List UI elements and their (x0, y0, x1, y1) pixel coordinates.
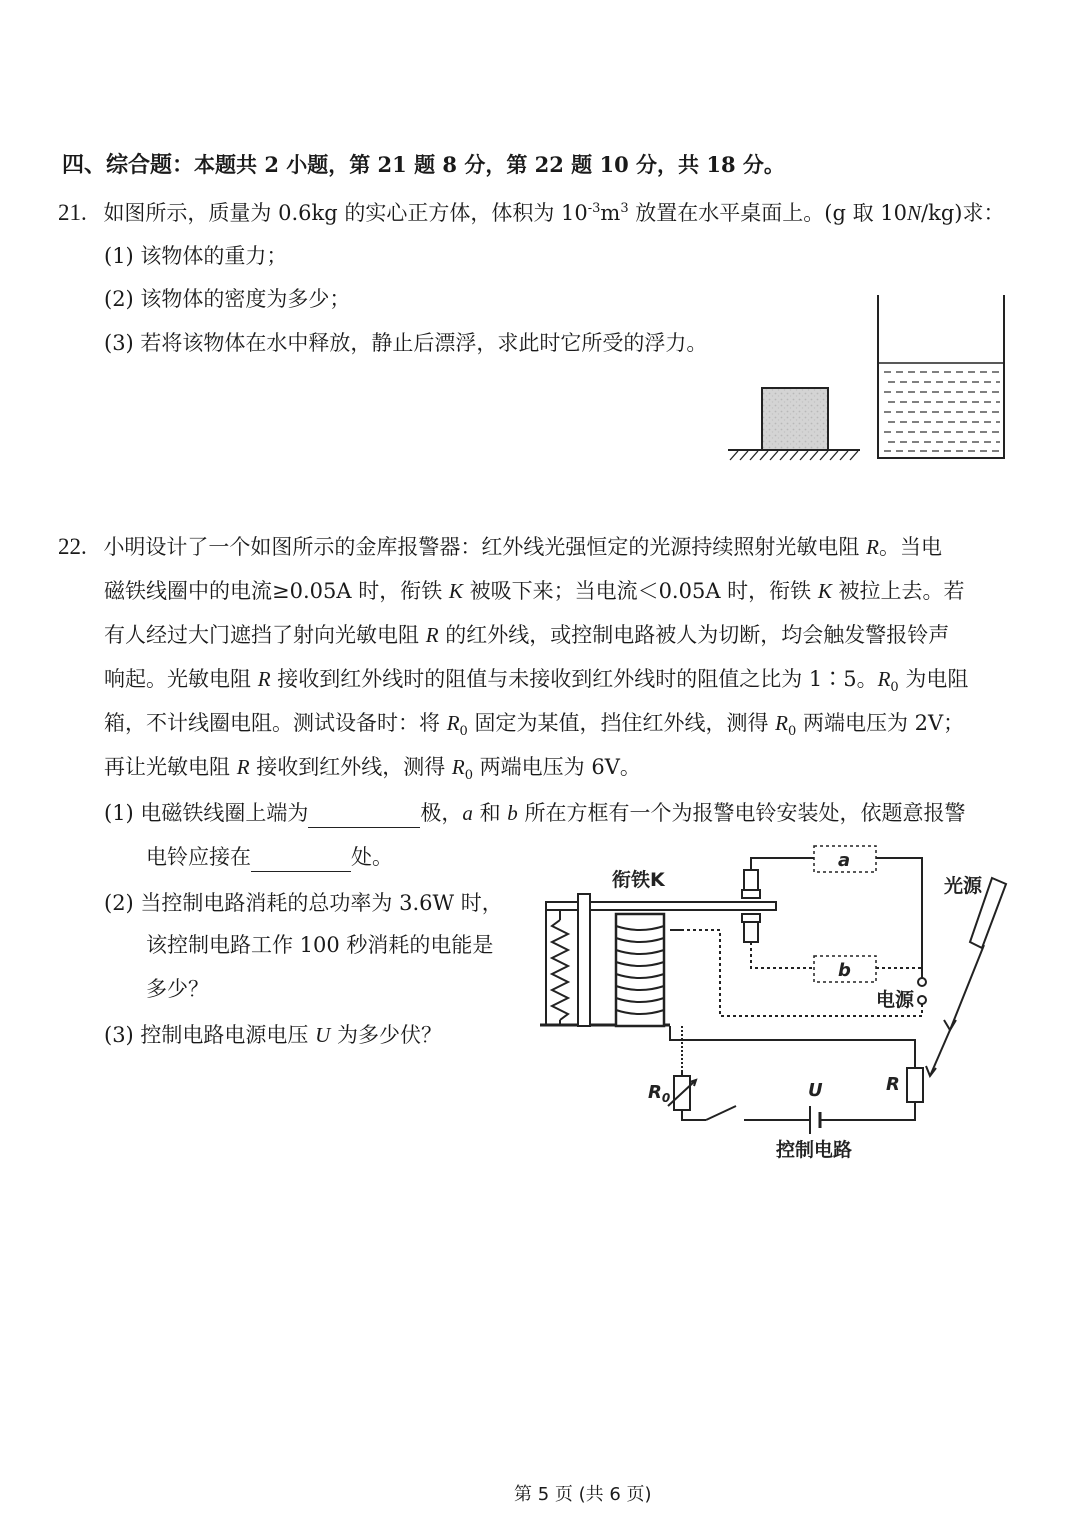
q22-var: R (451, 755, 465, 779)
q22-part-1-cont (146, 842, 393, 872)
q22-number: 22. (58, 534, 87, 559)
q21-stem-sup2: 3 (620, 201, 629, 216)
q22-line-2 (104, 576, 965, 606)
q22-line-5 (104, 708, 964, 738)
q21-figure (720, 290, 1020, 470)
q22-text: 有人经过大门遮挡了射向光敏电阻 (104, 623, 426, 647)
q22-var: b (507, 801, 518, 825)
q22-part-2: (2) 当控制电路消耗的总功率为 3.6W 时， (104, 891, 503, 915)
q22-var: R (877, 667, 891, 691)
q22-var: R (866, 535, 879, 559)
q22-var: R (446, 711, 460, 735)
u-label: U (808, 1080, 823, 1101)
q22-var: R (257, 667, 271, 691)
q22-text: 箱，不计线圈电阻。测试设备时：将 (104, 711, 447, 735)
q22-text: 固定为某值，挡住红外线，测得 (467, 711, 776, 735)
q21-part-1: (1) 该物体的重力； (104, 244, 288, 268)
q22-var: a (462, 801, 473, 825)
q22-var: U (315, 1023, 331, 1047)
q22-p1-text: 处。 (351, 845, 393, 869)
q21-stem-a: 如图所示，质量为 0.6kg 的实心正方体，体积为 10 (103, 201, 588, 225)
alarm-circuit-diagram (530, 830, 1040, 1170)
control-circuit-label: 控制电路 (776, 1139, 853, 1161)
section-heading (62, 150, 785, 181)
box-b-label: b (838, 960, 851, 981)
q22-p3-text: (3) 控制电路电源电压 (104, 1023, 316, 1047)
photo-resistor (907, 1068, 923, 1102)
q22-part-2-cont2: 多少？ (146, 977, 209, 1001)
q22-line-3 (104, 620, 949, 650)
q21-stem-sup: -3 (587, 201, 601, 216)
light-source-label: 光源 (944, 875, 983, 897)
cube-on-table (728, 388, 860, 460)
q22-text: 小明设计了一个如图所示的金库报警器：红外线光强恒定的光源持续照射光敏电阻 (103, 535, 867, 559)
q22-text: 被拉上去。若 (831, 579, 965, 603)
answer-blank-pole[interactable] (308, 805, 420, 828)
q22-text: 磁铁线圈中的电流≥0.05A 时，衔铁 (104, 579, 449, 603)
electromagnet-coil (616, 914, 682, 1026)
power-label: 电源 (876, 989, 915, 1011)
q22-text: 接收到红外线时的阻值与未接收到红外线时的阻值之比为 1∶5。 (270, 667, 878, 691)
q22-part-1 (104, 798, 965, 828)
spring (552, 920, 568, 1020)
page-footer: 第 5 页 (共 6 页) (514, 1484, 652, 1505)
q22-var: K (448, 579, 463, 603)
section-title: 四、综合题： (62, 153, 195, 178)
q22-text: 被吸下来；当电流＜0.05A 时，衔铁 (462, 579, 818, 603)
section-desc: 本题共 2 小题，第 21 题 8 分，第 22 题 10 分，共 18 分。 (194, 152, 785, 177)
switch (706, 1106, 736, 1120)
q22-part-2-cont: 该控制电路工作 100 秒消耗的电能是 (146, 933, 494, 957)
q22-p1-text: 电铃应接在 (146, 845, 251, 869)
q22-p3-text: 为多少伏？ (330, 1023, 442, 1047)
q22-p1-text: 和 (472, 801, 508, 825)
q22-part-3 (104, 1020, 442, 1050)
q22-line-4 (104, 664, 968, 694)
r0-label: $R_0$ (648, 1082, 671, 1105)
water-beaker (878, 295, 1004, 458)
q21-stem-b: m (600, 201, 621, 225)
box-a-label: a (838, 850, 851, 871)
q22-p1-text: (1) 电磁铁线圈上端为 (104, 801, 309, 825)
light-source (926, 878, 1006, 1076)
q22-var: K (817, 579, 832, 603)
q22-p1-text: 极， (420, 801, 463, 825)
q22-sub: 0 (890, 680, 899, 696)
q21-stem-c: 放置在水平桌面上。(g 取 10 (628, 201, 908, 225)
q22-text: 。当电 (878, 535, 942, 559)
q22-line-6 (104, 752, 641, 782)
q22-sub: 0 (787, 724, 797, 740)
armature-label: 衔铁K (612, 869, 665, 891)
q22-p1-text: 所在方框有一个为报警电铃安装处，依题意报警 (517, 801, 966, 825)
q22-sub: 0 (459, 724, 468, 740)
q22-text: 接收到红外线，测得 (249, 755, 452, 779)
q21-number: 21. (58, 200, 87, 225)
q22-text: 为电阻 (898, 667, 969, 691)
q22-text: 两端电压为 6V。 (472, 755, 641, 779)
q21-unit-n: N (907, 201, 922, 225)
r-label: R (886, 1074, 900, 1095)
q22-line-1 (58, 532, 942, 562)
q22-text: 两端电压为 2V； (796, 711, 965, 735)
q22-sub: 0 (464, 768, 473, 784)
q21-part-2: (2) 该物体的密度为多少； (104, 287, 351, 311)
q21-part-3: (3) 若将该物体在水中释放，静止后漂浮，求此时它所受的浮力。 (104, 331, 708, 355)
q22-var: R (775, 711, 788, 735)
answer-blank-bell[interactable] (251, 849, 351, 872)
q22-text: 的红外线，或控制电路被人为切断，均会触发警报铃声 (438, 623, 950, 647)
q21-stem (58, 198, 1004, 228)
q22-text: 再让光敏电阻 (104, 755, 237, 779)
q22-var: R (425, 623, 439, 647)
q21-stem-d: /kg)求： (921, 201, 1005, 225)
q22-text: 响起。光敏电阻 (104, 667, 258, 691)
q22-var: R (236, 755, 250, 779)
